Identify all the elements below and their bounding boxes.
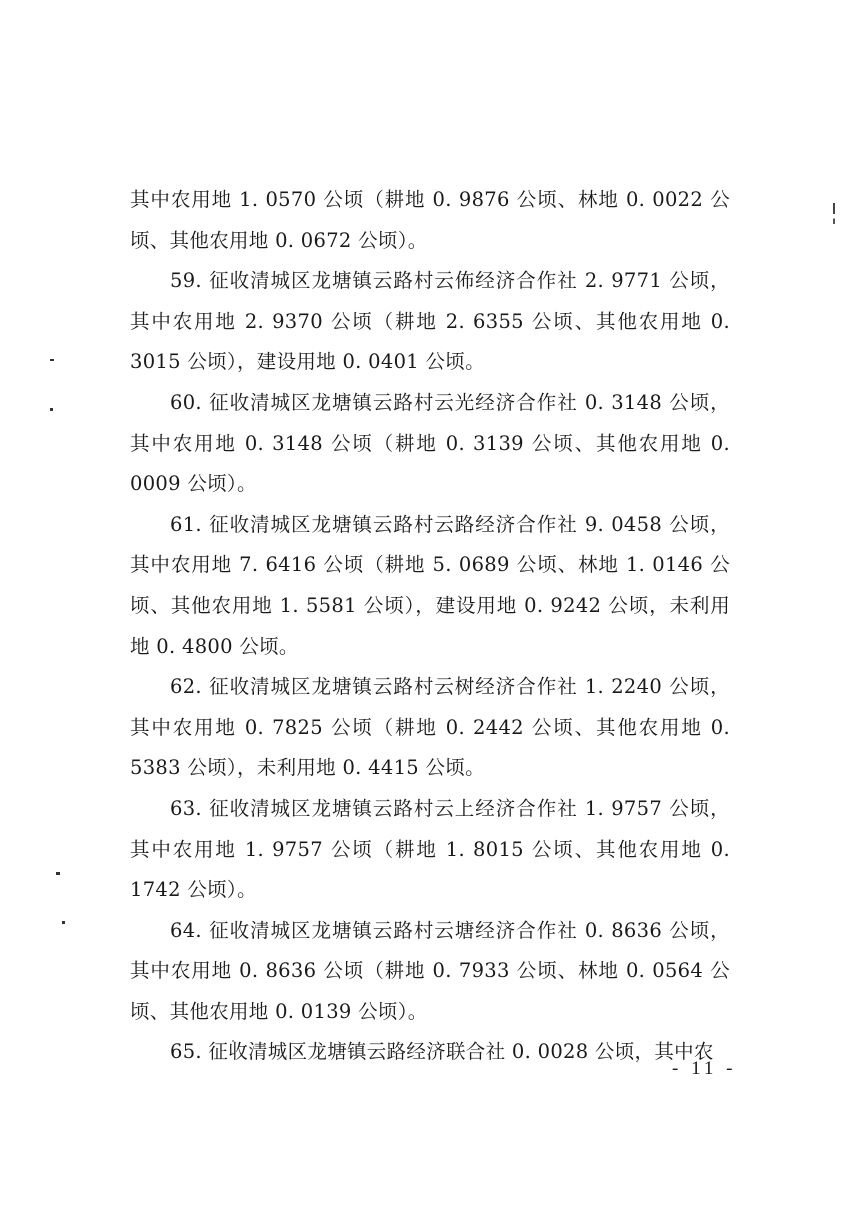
paragraph-item-62: 62. 征收清城区龙塘镇云路村云树经济合作社 1. 2240 公顷，其中农用地 0. 7825 公顷（耕地 0. 2442 公顷、其他农用地 0. 5383 公顷），未利用地 0. 4415 公顷。: [130, 675, 730, 780]
scan-margin-mark: [833, 203, 835, 231]
scan-speck: [62, 921, 65, 924]
page-number: - 11 -: [672, 1058, 737, 1079]
document-body: [130, 180, 730, 1073]
paragraph-item-63: 63. 征收清城区龙塘镇云路村云上经济合作社 1. 9757 公顷，其中农用地 1. 9757 公顷（耕地 1. 8015 公顷、其他农用地 0. 1742 公顷）。: [130, 796, 730, 902]
paragraph-item-65: 65. 征收清城区龙塘镇云路经济联合社 0. 0028 公顷，其中农: [170, 1040, 714, 1064]
paragraph-item-59: 59. 征收清城区龙塘镇云路村云佈经济合作社 2. 9771 公顷，其中农用地 2. 9370 公顷（耕地 2. 6355 公顷、其他农用地 0. 3015 公顷），建设用地 0. 0401 公顷。: [130, 269, 730, 374]
paragraph-item-61: 61. 征收清城区龙塘镇云路村云路经济合作社 9. 0458 公顷，其中农用地 7. 6416 公顷（耕地 5. 0689 公顷、林地 1. 0146 公顷、其他农用地 1. 5581 公顷），建设用地 0. 9242 公顷，未利用地 0. 4800 公顷。: [130, 512, 730, 658]
scan-speck: [56, 872, 60, 875]
paragraph-continuation: 其中农用地 1. 0570 公顷（耕地 0. 9876 公顷、林地 0. 0022 公顷、其他农用地 0. 0672 公顷）。: [130, 188, 730, 252]
paragraph-item-60: 60. 征收清城区龙塘镇云路村云光经济合作社 0. 3148 公顷，其中农用地 0. 3148 公顷（耕地 0. 3139 公顷、其他农用地 0. 0009 公顷）。: [130, 390, 730, 496]
paragraph-item-64: 64. 征收清城区龙塘镇云路村云塘经济合作社 0. 8636 公顷，其中农用地 0. 8636 公顷（耕地 0. 7933 公顷、林地 0. 0564 公顷、其他农用地 0. 0139 公顷）。: [130, 918, 730, 1023]
scan-speck: [50, 408, 53, 411]
scan-speck: [50, 359, 54, 361]
